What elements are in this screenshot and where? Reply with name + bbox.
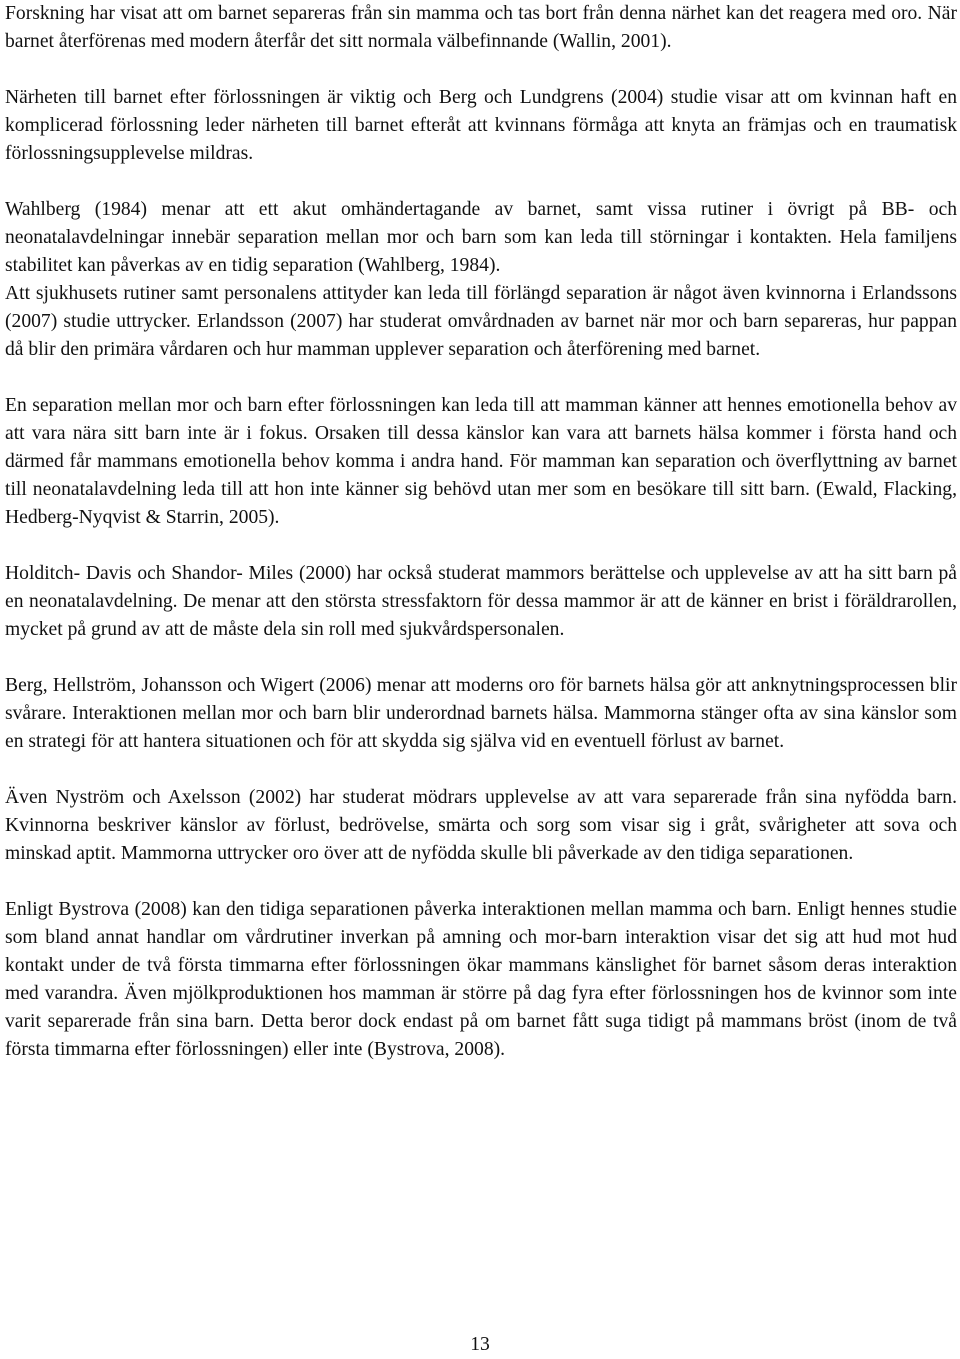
paragraph-erlandsson: Att sjukhusets rutiner samt personalens attityder kan leda till förlängd separation är något även kvinnorna i Erlandssons (2007) studie uttrycker. Erlandsson (2007) har studerat omvårdnaden av barnet när mor och barn separeras, hur pappan då blir den primära vårdaren och hur mamman upplever separation och återförening med barnet. [5, 283, 957, 360]
paragraph-holditch-davis: Holditch- Davis och Shandor- Miles (2000) har också studerat mammors berättelse och upplevelse av att ha sitt barn på en neonatalavdelning. De menar att den största stressfaktorn för dessa mammor är att de känner en brist i föräldrarollen, mycket på grund av att de måste dela sin roll med sjukvårdspersonalen. [5, 563, 957, 640]
paragraph-separation-reaction: Forskning har visat att om barnet separeras från sin mamma och tas bort från denna närhet kan det reagera med oro. När barnet återförenas med modern återfår det sitt normala välbefinnande (Wallin, 2001). [5, 3, 957, 52]
document-page [5, 0, 957, 1092]
paragraph-berg-hellstrom: Berg, Hellström, Johansson och Wigert (2006) menar att moderns oro för barnets hälsa gör att anknytningsprocessen blir svårare. Interaktionen mellan mor och barn blir underordnad barnets hälsa. Mammorna stänger ofta av sina känslor som en strategi för att hantera situationen och för att skydda sig själva vid en eventuell förlust av barnet. [5, 675, 957, 752]
paragraph-closeness-after-birth: Närheten till barnet efter förlossningen är viktig och Berg och Lundgrens (2004) studie visar att om kvinnan haft en komplicerad förlossning leder närheten till barnet efteråt att kvinnans förmåga att knyta an främjas och en traumatisk förlossningsupplevelse mildras. [5, 87, 957, 164]
page-number: 13 [470, 1334, 490, 1355]
paragraph-emotional-needs: En separation mellan mor och barn efter förlossningen kan leda till att mamman känner att hennes emotionella behov av att vara nära sitt barn inte är i fokus. Orsaken till dessa känslor kan vara att barnets hälsa kommer i första hand och därmed får mammans emotionella behov komma i andra hand. För mamman kan separation och överflyttning av barnet till neonatalavdelning leda till att hon inte känner sig behövd utan mer som en besökare till sitt barn. (Ewald, Flacking, Hedberg-Nyqvist & Starrin, 2005). [5, 395, 957, 528]
paragraph-nystrom-axelsson: Även Nyström och Axelsson (2002) har studerat mödrars upplevelse av att vara separerade från sina nyfödda barn. Kvinnorna beskriver känslor av förlust, bedrövelse, smärta och sorg som visar sig i gråt, svårigheter att sova och minskad aptit. Mammorna uttrycker oro över att de nyfödda skulle bli påverkade av den tidiga separationen. [5, 787, 957, 864]
paragraph-wahlberg: Wahlberg (1984) menar att ett akut omhändertagande av barnet, samt vissa rutiner i övrigt på BB- och neonatalavdelningar innebär separation mellan mor och barn som kan leda till störningar i kontakten. Hela familjens stabilitet kan påverkas av en tidig separation (Wahlberg, 1984). [5, 199, 957, 276]
paragraph-bystrova: Enligt Bystrova (2008) kan den tidiga separationen påverka interaktionen mellan mamma och barn. Enligt hennes studie som bland annat handlar om vårdrutiner inverkan på amning och mor-barn interaktion visar det sig att hud mot hud kontakt under de två första timmarna efter förlossningen ökar mammans känslighet för barnet såsom deras interaktion med varandra. Även mjölkproduktionen hos mamman är större på dag fyra efter förlossningen hos de kvinnor som inte varit separerade från sina barn. Detta beror dock endast på om barnet fått suga tidigt på mammans bröst (inom de två första timmarna efter förlossningen) eller inte (Bystrova, 2008). [5, 899, 957, 1060]
